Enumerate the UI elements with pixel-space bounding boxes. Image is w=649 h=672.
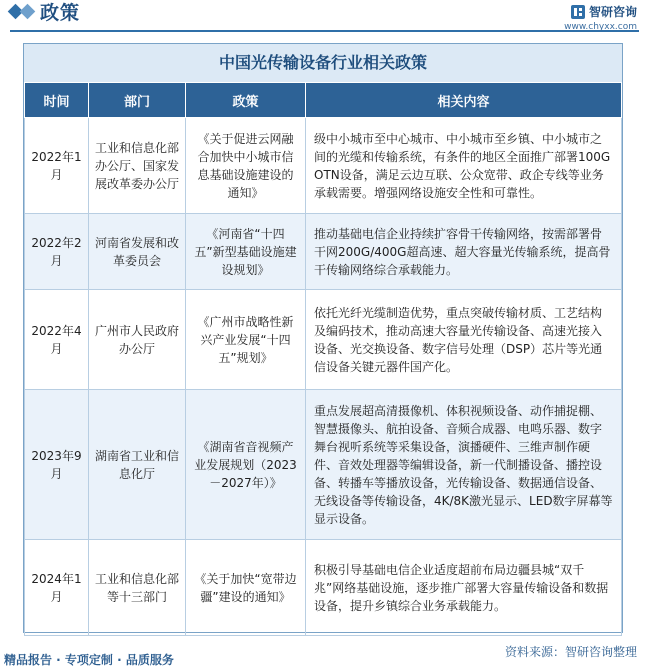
brand-mark-icon	[571, 5, 585, 19]
header-divider	[10, 30, 639, 32]
table-row	[25, 290, 622, 390]
policy-table-panel	[23, 43, 623, 633]
cell-content: 积极引导基础电信企业适度超前布局边疆县城“双千兆”网络基础设施，逐步推广部署大容量传输设备和数据设备，提升乡镇综合业务承载能力。	[306, 540, 622, 636]
cell-content: 级中小城市至中心城市、中小城市至乡镇、中小城市之间的光缆和传输系统，有条件的地区全面推广部署100G OTN设备，满足云边互联、公众宽带、政企专线等业务承载需要。增强网络设施安全性和可靠性。	[306, 118, 622, 214]
brand-url: www.chyxx.com	[564, 22, 637, 32]
table-title: 中国光传输设备行业相关政策	[24, 44, 622, 82]
cell-dept: 湖南省工业和信息化厅	[89, 390, 186, 540]
cell-content: 重点发展超高清摄像机、体积视频设备、动作捕捉棚、智慧摄像头、航拍设备、音频合成器、电鸣乐器、数字舞台视听系统等采集设备，演播硬件、三维声制作硬件、音效处理器等编辑设备，新一代制播设备、播控设备、转播车等播放设备，光传输设备、数据通信设备、无线设备等传输设备，4K/8K激光显示、LED数字屏幕等显示设备。	[306, 390, 622, 540]
column-header-policy: 政策	[186, 83, 306, 118]
cell-time: 2022年2月	[25, 214, 89, 290]
column-header-content: 相关内容	[306, 83, 622, 118]
page-title: 政策	[40, 2, 81, 24]
brand-logo	[564, 3, 637, 32]
column-header-time: 时间	[25, 83, 89, 118]
cell-dept: 工业和信息化部等十三部门	[89, 540, 186, 636]
cell-policy: 《湖南省音视频产业发展规划（2023－2027年）》	[186, 390, 306, 540]
brand-name: 智研咨询	[588, 5, 637, 19]
cell-policy: 《关于促进云网融合加快中小城市信息基础设施建设的通知》	[186, 118, 306, 214]
page-footer	[0, 643, 649, 672]
cell-policy: 《河南省“十四五”新型基础设施建设规划》	[186, 214, 306, 290]
table-row	[25, 540, 622, 636]
cell-dept: 工业和信息化部办公厅、国家发展改革委办公厅	[89, 118, 186, 214]
table-row	[25, 214, 622, 290]
table-row	[25, 390, 622, 540]
page-header	[0, 0, 649, 40]
column-header-dept: 部门	[89, 83, 186, 118]
footer-slogan: 精品报告 · 专项定制 · 品质服务	[4, 653, 174, 667]
footer-source: 资料来源：智研咨询整理	[504, 645, 637, 659]
cell-policy: 《广州市战略性新兴产业发展“十四五”规划》	[186, 290, 306, 390]
cell-time: 2024年1月	[25, 540, 89, 636]
cell-dept: 广州市人民政府办公厅	[89, 290, 186, 390]
cell-content: 依托光纤光缆制造优势，重点突破传输材质、工艺结构及编码技术，推动高速大容量光传输设备、高速光接入设备、光交换设备、数字信号处理（DSP）芯片等光通信设备关键元器件国产化。	[306, 290, 622, 390]
cell-content: 推动基础电信企业持续扩容骨干传输网络，按需部署骨干网200G/400G超高速、超大容量光传输系统，提高骨干传输网络综合承载能力。	[306, 214, 622, 290]
table-row	[25, 118, 622, 214]
cell-time: 2022年1月	[25, 118, 89, 214]
policy-table	[24, 82, 622, 636]
cell-dept: 河南省发展和改革委员会	[89, 214, 186, 290]
cell-time: 2022年4月	[25, 290, 89, 390]
table-header-row	[25, 83, 622, 118]
cell-policy: 《关于加快“宽带边疆”建设的通知》	[186, 540, 306, 636]
cell-time: 2023年9月	[25, 390, 89, 540]
